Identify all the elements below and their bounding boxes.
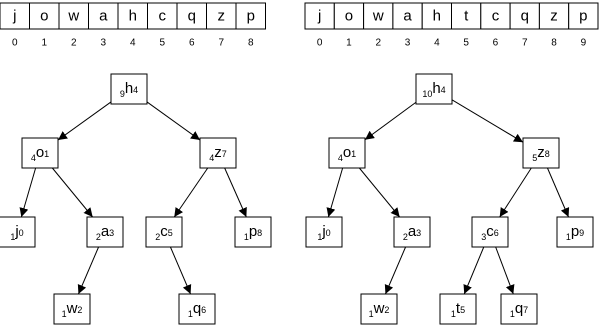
- array-index: 1: [41, 37, 48, 49]
- node-subtree-size: 1: [10, 232, 16, 242]
- array-cell-char: q: [187, 7, 196, 25]
- node-subtree-size: 1: [243, 232, 249, 242]
- array-index: 4: [129, 37, 136, 49]
- array-index: 5: [463, 37, 469, 49]
- node-index: 4: [133, 85, 139, 95]
- array-index: 9: [580, 37, 587, 49]
- array-cell-char: h: [128, 7, 137, 25]
- tree-node: [472, 217, 508, 247]
- array-cell-char: p: [246, 7, 255, 25]
- node-subtree-size: 1: [61, 309, 67, 319]
- node-index: 6: [493, 228, 499, 238]
- node-subtree-size: 1: [450, 309, 456, 319]
- node-char: z: [537, 144, 545, 161]
- node-subtree-size: 9: [119, 89, 125, 99]
- array-cell-char: z: [217, 7, 225, 25]
- tree-node: [235, 217, 271, 247]
- tree-edge: [78, 247, 98, 294]
- node-index: 1: [44, 149, 50, 159]
- array-index: 7: [218, 37, 225, 49]
- tree-edge: [547, 168, 568, 217]
- node-char: p: [570, 223, 580, 240]
- node-index: 4: [440, 85, 446, 95]
- array-cell-char: w: [68, 7, 80, 25]
- array-cell-char: c: [158, 7, 166, 25]
- node-index: 1: [351, 149, 357, 159]
- node-char: o: [342, 144, 352, 161]
- node-index: 8: [257, 228, 263, 238]
- node-subtree-size: 1: [565, 232, 571, 242]
- tree-node: [361, 294, 397, 324]
- array-index: 3: [100, 37, 107, 49]
- tree-node: [394, 217, 430, 247]
- right-tree-nodes: [306, 74, 593, 324]
- tree-edge: [170, 247, 190, 294]
- node-char: o: [35, 144, 45, 161]
- tree-edge: [464, 247, 484, 294]
- tree-edge: [174, 168, 207, 217]
- node-subtree-size: 5: [532, 153, 538, 163]
- node-index: 0: [18, 228, 24, 238]
- array-cell-char: c: [491, 7, 500, 25]
- node-char: q: [514, 300, 524, 317]
- tree-edge: [52, 168, 92, 217]
- node-subtree-size: 4: [30, 153, 36, 163]
- array-index: 5: [159, 37, 166, 49]
- array-index: 4: [434, 37, 440, 49]
- right-diagram: [305, 3, 598, 324]
- tree-edge: [328, 168, 342, 217]
- tree-edge: [452, 100, 523, 142]
- tree-node: [523, 138, 559, 168]
- tree-node: [179, 294, 215, 324]
- node-index: 3: [109, 228, 115, 238]
- node-index: 7: [523, 305, 529, 315]
- tree-node: [557, 217, 593, 247]
- array-cell-char: t: [464, 7, 469, 25]
- node-char: j: [15, 223, 19, 240]
- tree-node: [22, 138, 58, 168]
- tree-edge: [225, 168, 247, 217]
- node-index: 6: [201, 305, 207, 315]
- array-cell-char: q: [520, 7, 529, 25]
- node-char: q: [192, 300, 202, 317]
- array-cell-char: j: [317, 7, 322, 25]
- node-index: 7: [221, 149, 227, 159]
- node-char: j: [322, 223, 326, 240]
- node-index: 5: [167, 228, 173, 238]
- node-char: a: [407, 223, 417, 240]
- array-index: 8: [551, 37, 557, 49]
- array-index: 2: [375, 37, 382, 49]
- right-tree-edges: [325, 100, 568, 294]
- array-cell-char: j: [13, 7, 17, 25]
- node-subtree-size: 2: [155, 232, 161, 242]
- node-index: 8: [544, 149, 550, 159]
- node-subtree-size: 4: [337, 153, 343, 163]
- array-cell-char: h: [432, 7, 442, 25]
- node-char: w: [66, 300, 78, 317]
- array-cell-char: p: [579, 7, 588, 25]
- array-cell-char: o: [344, 7, 354, 25]
- tree-node: [306, 217, 342, 247]
- node-char: w: [373, 300, 385, 317]
- node-subtree-size: 1: [509, 309, 515, 319]
- right-array: [305, 3, 598, 49]
- node-index: 0: [325, 228, 331, 238]
- node-index: 3: [416, 228, 422, 238]
- tree-edge: [359, 168, 399, 217]
- tree-node: [329, 138, 365, 168]
- node-char: t: [455, 300, 461, 317]
- node-char: c: [486, 223, 494, 240]
- node-subtree-size: 10: [422, 89, 433, 99]
- array-cell-char: a: [403, 7, 412, 25]
- node-index: 2: [384, 305, 390, 315]
- node-char: h: [432, 80, 441, 97]
- tree-node: [0, 217, 35, 247]
- array-index: 2: [70, 37, 77, 49]
- node-index: 9: [579, 228, 585, 238]
- node-char: p: [248, 223, 258, 240]
- node-subtree-size: 1: [187, 309, 193, 319]
- left-array: [0, 3, 266, 49]
- node-subtree-size: 4: [209, 153, 215, 163]
- tree-node: [111, 74, 147, 104]
- node-index: 5: [460, 305, 466, 315]
- tree-edge: [496, 247, 514, 294]
- array-index: 6: [188, 37, 195, 49]
- tree-edge: [58, 102, 111, 140]
- tree-edge: [21, 168, 35, 217]
- node-index: 2: [77, 305, 83, 315]
- tree-node: [501, 294, 537, 324]
- array-index: 3: [404, 37, 411, 49]
- node-char: h: [124, 80, 134, 97]
- array-index: 0: [316, 37, 323, 49]
- array-cell-char: o: [40, 7, 49, 25]
- tree-node: [54, 294, 90, 324]
- left-tree-nodes: [0, 74, 271, 324]
- node-subtree-size: 1: [317, 232, 323, 242]
- tree-edge: [147, 102, 200, 140]
- node-subtree-size: 1: [368, 309, 374, 319]
- node-char: c: [160, 223, 168, 240]
- tree-node: [416, 74, 452, 104]
- node-char: a: [100, 223, 110, 240]
- tree-node: [146, 217, 182, 247]
- tree-edge: [385, 247, 405, 294]
- array-index: 7: [521, 37, 528, 49]
- node-subtree-size: 2: [95, 232, 101, 242]
- tree-edge: [500, 168, 532, 217]
- left-tree-edges: [18, 102, 246, 294]
- array-cell-char: z: [550, 7, 558, 25]
- tree-edge: [365, 102, 416, 140]
- array-index: 1: [346, 37, 352, 49]
- tree-node: [440, 294, 476, 324]
- array-cell-char: a: [99, 7, 108, 25]
- array-index: 0: [11, 37, 18, 49]
- left-diagram: [0, 3, 271, 324]
- array-index: 8: [247, 37, 254, 49]
- node-subtree-size: 2: [402, 232, 408, 242]
- tree-node: [87, 217, 123, 247]
- array-index: 6: [492, 37, 499, 49]
- array-cell-char: w: [372, 7, 384, 25]
- tree-node: [200, 138, 236, 168]
- node-char: z: [214, 144, 222, 161]
- node-subtree-size: 3: [481, 232, 487, 242]
